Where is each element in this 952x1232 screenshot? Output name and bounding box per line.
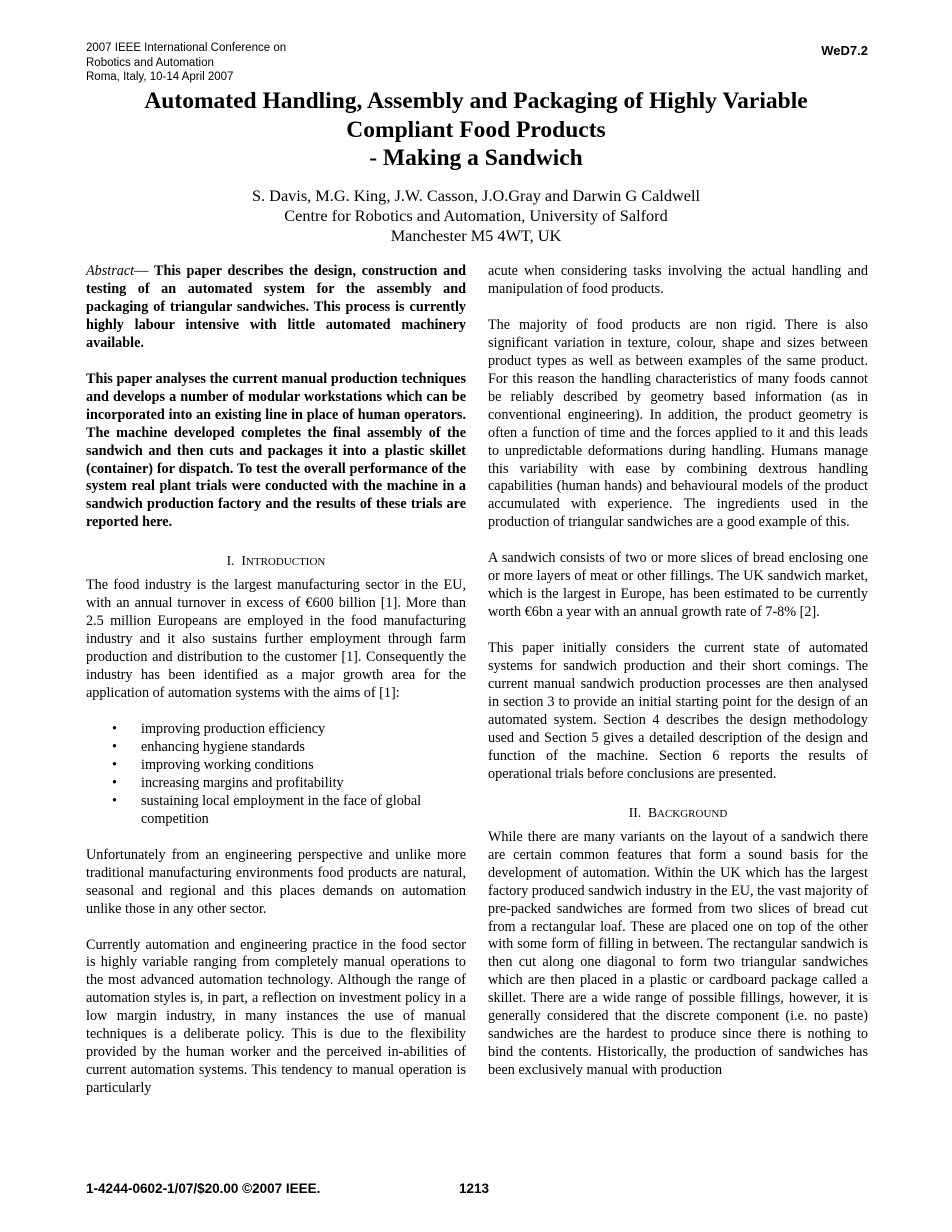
author-affiliation: Centre for Robotics and Automation, University of Salford: [284, 206, 668, 225]
section-heading-introduction: [86, 552, 466, 572]
title-line: - Making a Sandwich: [369, 145, 583, 171]
bullet-icon: •: [112, 774, 117, 791]
left-column: [86, 263, 466, 1098]
section-title-rest: ACKGROUND: [657, 807, 728, 820]
page-number: 1213: [459, 1181, 490, 1196]
body-paragraph: The majority of food products are non rigid. There is also significant variation in texture, colour, shape and sizes between product types as well as between examples of the same product. For this reason the handling characteristics of many foods cannot be reliably described by geometry based information (as in conventional engineering). In addition, the product geometry is often a function of time and the forces applied to it and this leads to unpredictable deformations during handling. Humans manage this variability with ease by combining dextrous handling capabilities (human hands) and behavioural models of the product accumulated with experience. The ingredients used in the production of triangular sandwiches are a good example of this.: [488, 316, 868, 531]
section-title-initial: I: [241, 553, 246, 569]
section-heading-background: [488, 804, 868, 824]
aims-list: [86, 721, 466, 829]
body-paragraph: The food industry is the largest manufacturing sector in the EU, with an annual turnover in excess of €600 billion [1]. More than 2.5 million Europeans are employed in the food manufacturing industry and it also sustains further employment through farm production and distribution to the customer [1]. Consequently the industry has been identified as a major growth area for the application of automation systems with the aims of [1]:: [86, 577, 466, 702]
section-numeral: I.: [226, 553, 235, 569]
bullet-icon: •: [112, 756, 117, 773]
author-names: S. Davis, M.G. King, J.W. Casson, J.O.Gray and Darwin G Caldwell: [251, 186, 700, 205]
section-numeral: II.: [628, 804, 642, 820]
bullet-icon: •: [112, 720, 117, 737]
title-line: Compliant Food Products: [346, 116, 606, 143]
list-item-text: improving production efficiency: [141, 720, 326, 737]
abstract-dash: —: [134, 263, 154, 279]
list-item: [86, 757, 466, 775]
list-item-text: sustaining local employment in the face of global competition: [141, 792, 422, 827]
author-block: [0, 186, 952, 246]
list-item-text: enhancing hygiene standards: [141, 738, 305, 755]
list-item: [86, 739, 466, 757]
list-item: [86, 793, 466, 829]
body-paragraph: acute when considering tasks involving the actual handling and manipulation of food products.: [488, 263, 868, 297]
section-title-initial: B: [647, 804, 658, 820]
session-code: WeD7.2: [821, 43, 868, 58]
conference-line: Roma, Italy, 10-14 April 2007: [86, 71, 234, 83]
list-item-text: improving working conditions: [141, 756, 314, 773]
section-title-rest: NTRODUCTION: [245, 556, 326, 569]
body-paragraph: This paper initially considers the current state of automated systems for sandwich production and their short comings. The current manual sandwich production processes are then analysed in section 3 to provide an initial starting point for the design of an automated system. Section 4 describes the design methodology used and Section 5 gives a detailed description of the design and function of the machine. Section 6 reports the results of operational trials before conclusions are presented.: [488, 640, 868, 782]
abstract-paragraph: [86, 263, 466, 353]
right-column: [488, 263, 868, 1080]
footer-copyright: 1-4244-0602-1/07/$20.00 ©2007 IEEE.: [86, 1181, 321, 1196]
abstract-label: Abstract: [86, 263, 135, 279]
bullet-icon: •: [112, 792, 117, 809]
title-line: Automated Handling, Assembly and Packaging of Highly Variable: [144, 88, 808, 114]
abstract-text: This paper describes the design, construction and testing of an automated system for the assembly and packaging of triangular sandwiches. This process is currently highly labour intensive with little automated machinery available.: [86, 263, 466, 351]
list-item: [86, 721, 466, 739]
conference-line: Robotics and Automation: [86, 56, 214, 69]
conference-line: 2007 IEEE International Conference on: [86, 42, 287, 54]
body-paragraph: Currently automation and engineering practice in the food sector is highly variable ranging from completely manual operations to the most advanced automation technology. Although the range of automation styles is, in part, a reflection on investment policy in a low margin industry, in many instances the use of manual techniques is a deliberate policy. This is due to the flexibility provided by the human worker and the perceived in-abilities of current automation systems. This tendency to manual operation is particularly: [86, 936, 466, 1097]
bullet-icon: •: [112, 738, 117, 755]
body-paragraph: Unfortunately from an engineering perspective and unlike more traditional manufacturing environments food products are natural, seasonal and regional and this places demands on automation unlike those in any other sector.: [86, 846, 466, 917]
body-paragraph: While there are many variants on the layout of a sandwich there are certain common features that form a sound basis for the development of automation. Within the UK which has the largest factory produced sandwich industry in the EU, the vast majority of pre-packed sandwiches are formed from two slices of bread cut from a rectangular loaf. These are placed one on top of the other with some form of filling in between. The rectangular sandwich is then cut along one diagonal to form two triangular sandwiches which are then placed in a plastic or cardboard package called a skillet. There are a wide range of possible fillings, however, it is generally considered that the discrete component (i.e. no paste) sandwiches are the hardest to produce since there is nothing to bind the contents. Historically, the production of sandwiches has been exclusively manual with production: [488, 828, 868, 1079]
list-item: [86, 775, 466, 793]
author-address: Manchester M5 4WT, UK: [390, 226, 562, 245]
abstract-paragraph: This paper analyses the current manual production techniques and develops a number of modular workstations which can be incorporated into an existing line in place of human operators. The machine developed completes the final assembly of the sandwich and then cuts and packages it into a plastic skillet (container) for dispatch. To test the overall performance of the system real plant trials were conducted with the machine in a sandwich production factory and the results of these trials are reported here.: [86, 370, 466, 531]
paper-title: [0, 87, 952, 173]
body-paragraph: A sandwich consists of two or more slices of bread enclosing one or more layers of meat or other fillings. The UK sandwich market, which is the largest in Europe, has been estimated to be currently worth €6bn a year with an annual growth rate of 7-8% [2].: [488, 550, 868, 621]
list-item-text: increasing margins and profitability: [141, 774, 344, 791]
conference-info: [86, 41, 286, 85]
